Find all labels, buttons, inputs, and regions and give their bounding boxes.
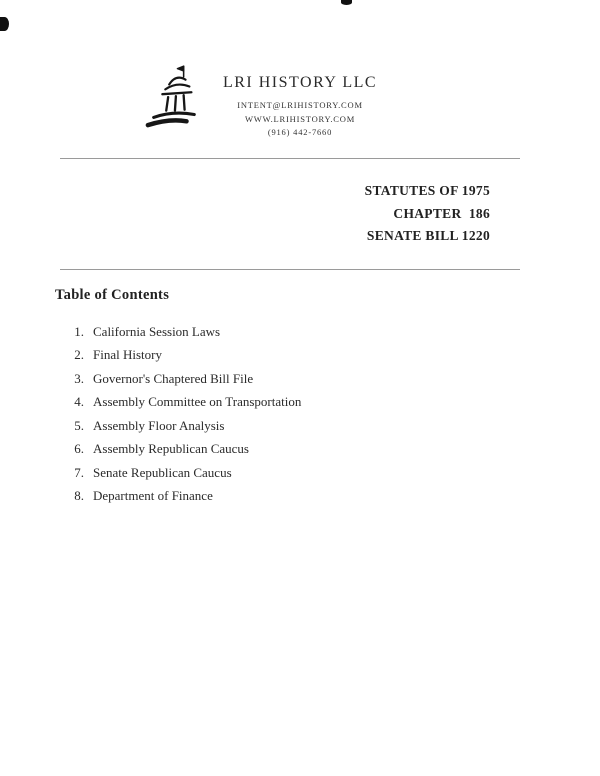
toc-item-label: Assembly Committee on Transportation <box>93 394 302 409</box>
toc-item <box>68 372 600 386</box>
divider-top <box>60 158 520 159</box>
toc-title: Table of Contents <box>55 286 170 303</box>
bill-info <box>0 180 600 248</box>
toc-item-label: Department of Finance <box>93 488 213 503</box>
divider-bottom <box>60 269 520 270</box>
toc-list <box>68 325 600 504</box>
toc-item-label: Senate Republican Caucus <box>93 464 232 480</box>
toc-item <box>68 325 600 339</box>
company-name: LRI HISTORY LLC <box>222 74 378 91</box>
toc-item-label: California Session Laws <box>93 323 221 339</box>
toc-item-number: 2. <box>74 347 84 362</box>
toc-item-number: 4. <box>74 394 84 409</box>
toc-item-label: Assembly Floor Analysis <box>93 417 225 433</box>
company-website: WWW.LRIHISTORY.COM <box>244 113 356 124</box>
toc-item-number: 5. <box>74 417 84 433</box>
toc-item-label: Assembly Republican Caucus <box>93 441 249 456</box>
statutes-line: STATUTES OF 1975 <box>364 183 490 198</box>
letterhead <box>0 0 600 158</box>
senate-bill-line: SENATE BILL 1220 <box>366 228 490 243</box>
company-phone: (916) 442-7660 <box>267 127 333 137</box>
letterhead-text <box>160 74 440 140</box>
toc-item-label: Final History <box>93 347 162 362</box>
toc-item-number: 3. <box>74 370 84 386</box>
toc-item <box>68 489 600 503</box>
chapter-line: CHAPTER 186 <box>393 205 490 221</box>
toc-item-number: 1. <box>74 323 84 339</box>
toc-item <box>68 395 600 409</box>
company-email: INTENT@LRIHISTORY.COM <box>237 100 363 110</box>
toc-item <box>68 442 600 456</box>
toc-item <box>68 419 600 433</box>
toc-item-label: Governor's Chaptered Bill File <box>93 370 254 386</box>
toc-item-number: 8. <box>74 488 84 503</box>
toc-item <box>68 466 600 480</box>
toc-item-number: 6. <box>74 441 84 456</box>
toc-item-number: 7. <box>74 464 84 480</box>
toc-item <box>68 348 600 362</box>
